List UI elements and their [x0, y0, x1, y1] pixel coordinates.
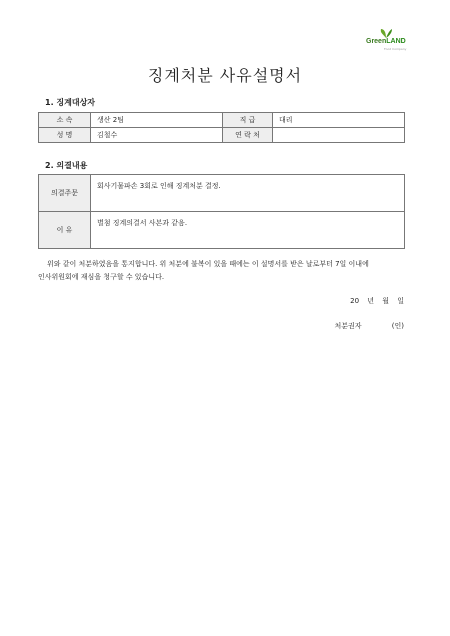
notice-paragraph: 위와 같이 처분하였음을 통지합니다. 위 처분에 불복이 있을 때에는 이 설명서를 받은 날로부터 7일 이내에 인사위원회에 재심을 청구할 수 있습니다. [38, 260, 369, 281]
table-row [39, 128, 405, 143]
leaf-icon [380, 28, 392, 38]
document-title: 징계처분 사유설명서 [147, 66, 303, 85]
cell-value [273, 128, 405, 143]
greenland-logo [366, 28, 406, 50]
cell-label: 성 명 [39, 128, 91, 143]
cell-label: 소 속 [39, 113, 91, 128]
cell-label: 이 유 [39, 212, 91, 249]
subject-table [38, 112, 405, 143]
signature-line [334, 321, 404, 331]
cell-value: 회사기물파손 3회로 인해 징계처분 결정. [91, 175, 405, 212]
decision-table [38, 174, 405, 249]
logo-tagline: Food Company [384, 47, 407, 51]
date-line: 20 년 월 일 [350, 297, 404, 305]
table-row [39, 212, 405, 249]
cell-value: 김철수 [91, 128, 223, 143]
cell-label: 연 락 처 [223, 128, 273, 143]
cell-value: 생산 2팀 [91, 113, 223, 128]
cell-value: 대리 [273, 113, 405, 128]
cell-label: 직 급 [223, 113, 273, 128]
section-heading-subject: 1. 징계대상자 [45, 98, 96, 107]
seal-mark: (인) [391, 322, 404, 330]
cell-label: 의결주문 [39, 175, 91, 212]
table-row [39, 175, 405, 212]
signer-label: 처분권자 [334, 322, 362, 330]
cell-value: 별첨 징계의결서 사본과 같음. [91, 212, 405, 249]
section-heading-decision: 2. 의결내용 [45, 161, 88, 170]
table-row [39, 113, 405, 128]
logo-text: GreenLAND [366, 38, 406, 45]
